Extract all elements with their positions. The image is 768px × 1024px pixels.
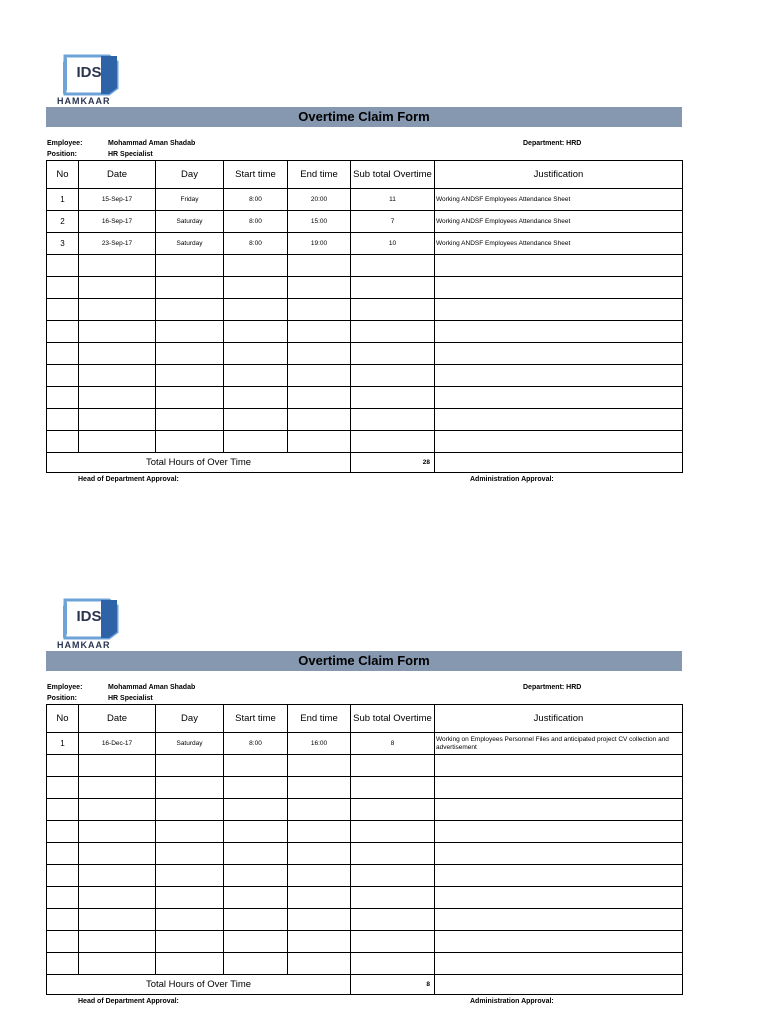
cell-end: [288, 343, 351, 365]
cell-day: [156, 887, 224, 909]
column-header: Day: [156, 161, 224, 189]
employee-label: Employee:: [47, 684, 83, 691]
cell-day: [156, 953, 224, 975]
cell-justification: [435, 387, 683, 409]
cell-day: [156, 409, 224, 431]
overtime-table: [46, 704, 683, 995]
cell-justification: Working ANDSF Employees Attendance Sheet: [435, 233, 683, 255]
cell-subtotal: [351, 365, 435, 387]
table-row: [47, 733, 683, 755]
cell-date: [79, 865, 156, 887]
employee-label: Employee:: [47, 140, 83, 147]
cell-day: [156, 843, 224, 865]
cell-start: [224, 821, 288, 843]
cell-date: [79, 321, 156, 343]
total-row: [47, 453, 683, 473]
column-header: Date: [79, 161, 156, 189]
employee-name: Mohammad Aman Shadab: [108, 684, 196, 691]
cell-justification: [435, 931, 683, 953]
cell-no: [47, 887, 79, 909]
cell-justification: [435, 799, 683, 821]
cell-start: 8:00: [224, 233, 288, 255]
cell-no: [47, 365, 79, 387]
cell-end: [288, 865, 351, 887]
table-row: [47, 953, 683, 975]
cell-day: [156, 865, 224, 887]
company-logo: [57, 52, 121, 108]
company-logo: [57, 596, 121, 652]
cell-start: 8:00: [224, 189, 288, 211]
cell-subtotal: [351, 409, 435, 431]
cell-subtotal: [351, 321, 435, 343]
form-title: Overtime Claim Form: [46, 651, 682, 671]
cell-start: [224, 343, 288, 365]
cell-date: [79, 931, 156, 953]
cell-end: [288, 799, 351, 821]
cell-end: [288, 777, 351, 799]
cell-date: [79, 255, 156, 277]
cell-start: [224, 755, 288, 777]
cell-end: [288, 431, 351, 453]
table-row: [47, 211, 683, 233]
total-label: Total Hours of Over Time: [47, 453, 351, 473]
cell-no: 1: [47, 733, 79, 755]
cell-no: [47, 299, 79, 321]
table-header: [47, 705, 683, 733]
cell-day: [156, 299, 224, 321]
logo-text: IDS: [76, 64, 102, 81]
cell-no: [47, 387, 79, 409]
column-header: End time: [288, 161, 351, 189]
cell-end: [288, 321, 351, 343]
cell-subtotal: 11: [351, 189, 435, 211]
cell-date: 16-Dec-17: [79, 733, 156, 755]
cell-start: 8:00: [224, 733, 288, 755]
position-label: Position:: [47, 695, 77, 702]
cell-date: 23-Sep-17: [79, 233, 156, 255]
cell-no: [47, 321, 79, 343]
cell-date: [79, 343, 156, 365]
cell-justification: [435, 777, 683, 799]
column-header: Justification: [435, 161, 683, 189]
column-header: No: [47, 161, 79, 189]
admin-approval: Administration Approval:: [470, 476, 554, 483]
cell-date: [79, 799, 156, 821]
cell-end: [288, 931, 351, 953]
column-header: No: [47, 705, 79, 733]
table-row: [47, 343, 683, 365]
table-row: [47, 931, 683, 953]
cell-day: Saturday: [156, 733, 224, 755]
cell-end: 15:00: [288, 211, 351, 233]
table-row: [47, 887, 683, 909]
cell-justification: [435, 887, 683, 909]
table-row: [47, 409, 683, 431]
cell-no: [47, 909, 79, 931]
total-empty: [435, 975, 683, 995]
cell-date: [79, 777, 156, 799]
cell-subtotal: [351, 755, 435, 777]
cell-justification: [435, 865, 683, 887]
cell-date: [79, 953, 156, 975]
position-label: Position:: [47, 151, 77, 158]
cell-date: [79, 387, 156, 409]
cell-start: [224, 365, 288, 387]
cell-no: [47, 931, 79, 953]
cell-no: 1: [47, 189, 79, 211]
cell-no: 2: [47, 211, 79, 233]
cell-end: [288, 909, 351, 931]
cell-justification: [435, 299, 683, 321]
cell-justification: [435, 343, 683, 365]
company-name: HAMKAAR: [57, 96, 111, 106]
department-label: Department: HRD: [523, 140, 582, 147]
cell-justification: [435, 755, 683, 777]
cell-start: [224, 909, 288, 931]
table-header: [47, 161, 683, 189]
cell-no: [47, 755, 79, 777]
company-name: HAMKAAR: [57, 640, 111, 650]
column-header: End time: [288, 705, 351, 733]
cell-subtotal: [351, 953, 435, 975]
column-header: Sub total Overtime: [351, 705, 435, 733]
cell-justification: [435, 909, 683, 931]
cell-subtotal: 8: [351, 733, 435, 755]
total-value: 28: [351, 453, 435, 473]
cell-start: [224, 953, 288, 975]
cell-justification: [435, 255, 683, 277]
cell-end: 19:00: [288, 233, 351, 255]
cell-date: [79, 909, 156, 931]
cell-end: 20:00: [288, 189, 351, 211]
cell-no: [47, 343, 79, 365]
cell-date: [79, 755, 156, 777]
total-row: [47, 975, 683, 995]
cell-subtotal: [351, 887, 435, 909]
table-row: [47, 431, 683, 453]
total-value: 8: [351, 975, 435, 995]
table-row: [47, 255, 683, 277]
cell-subtotal: [351, 431, 435, 453]
cell-start: [224, 799, 288, 821]
cell-justification: [435, 843, 683, 865]
cell-day: [156, 821, 224, 843]
cell-date: [79, 299, 156, 321]
cell-justification: [435, 321, 683, 343]
cell-no: [47, 409, 79, 431]
cell-no: [47, 431, 79, 453]
table-row: [47, 755, 683, 777]
column-header: Date: [79, 705, 156, 733]
column-header: Justification: [435, 705, 683, 733]
table-row: [47, 909, 683, 931]
table-row: [47, 365, 683, 387]
total-label: Total Hours of Over Time: [47, 975, 351, 995]
cell-no: 3: [47, 233, 79, 255]
cell-date: [79, 365, 156, 387]
cell-start: 8:00: [224, 211, 288, 233]
column-header: Start time: [224, 161, 288, 189]
cell-justification: [435, 365, 683, 387]
cell-subtotal: [351, 909, 435, 931]
cell-subtotal: [351, 865, 435, 887]
cell-date: [79, 821, 156, 843]
cell-end: [288, 409, 351, 431]
cell-date: [79, 431, 156, 453]
cell-end: [288, 843, 351, 865]
total-empty: [435, 453, 683, 473]
cell-start: [224, 887, 288, 909]
cell-date: [79, 843, 156, 865]
cell-end: [288, 821, 351, 843]
cell-subtotal: [351, 387, 435, 409]
cell-end: [288, 365, 351, 387]
cell-subtotal: 7: [351, 211, 435, 233]
cell-start: [224, 409, 288, 431]
table-row: [47, 299, 683, 321]
department-label: Department: HRD: [523, 684, 582, 691]
cell-no: [47, 843, 79, 865]
cell-start: [224, 865, 288, 887]
cell-no: [47, 865, 79, 887]
cell-date: [79, 409, 156, 431]
cell-start: [224, 777, 288, 799]
table-row: [47, 799, 683, 821]
cell-subtotal: [351, 777, 435, 799]
cell-start: [224, 255, 288, 277]
cell-date: [79, 887, 156, 909]
cell-day: Saturday: [156, 233, 224, 255]
cell-end: [288, 755, 351, 777]
cell-subtotal: [351, 843, 435, 865]
table-row: [47, 189, 683, 211]
cell-end: [288, 887, 351, 909]
cell-justification: Working on Employees Personnel Files and anticipated project CV collection and advertisement: [435, 733, 683, 755]
column-header: Start time: [224, 705, 288, 733]
hod-approval: Head of Department Approval:: [78, 476, 179, 483]
cell-no: [47, 799, 79, 821]
cell-end: 16:00: [288, 733, 351, 755]
cell-no: [47, 821, 79, 843]
cell-day: [156, 343, 224, 365]
cell-justification: Working ANDSF Employees Attendance Sheet: [435, 189, 683, 211]
cell-end: [288, 299, 351, 321]
cell-end: [288, 255, 351, 277]
cell-start: [224, 277, 288, 299]
cell-start: [224, 321, 288, 343]
cell-justification: Working ANDSF Employees Attendance Sheet: [435, 211, 683, 233]
cell-end: [288, 953, 351, 975]
cell-start: [224, 387, 288, 409]
cell-day: [156, 321, 224, 343]
employee-name: Mohammad Aman Shadab: [108, 140, 196, 147]
cell-day: [156, 755, 224, 777]
table-row: [47, 843, 683, 865]
cell-day: [156, 387, 224, 409]
cell-justification: [435, 277, 683, 299]
table-row: [47, 321, 683, 343]
admin-approval: Administration Approval:: [470, 998, 554, 1005]
cell-no: [47, 953, 79, 975]
form-title: Overtime Claim Form: [46, 107, 682, 127]
cell-start: [224, 931, 288, 953]
cell-subtotal: [351, 931, 435, 953]
cell-date: 16-Sep-17: [79, 211, 156, 233]
cell-day: [156, 931, 224, 953]
cell-day: [156, 431, 224, 453]
cell-date: [79, 277, 156, 299]
cell-justification: [435, 953, 683, 975]
table-row: [47, 865, 683, 887]
position-value: HR Specialist: [108, 695, 153, 702]
cell-subtotal: [351, 799, 435, 821]
column-header: Day: [156, 705, 224, 733]
cell-justification: [435, 431, 683, 453]
cell-start: [224, 299, 288, 321]
overtime-table: [46, 160, 683, 473]
cell-day: [156, 909, 224, 931]
hod-approval: Head of Department Approval:: [78, 998, 179, 1005]
cell-end: [288, 277, 351, 299]
cell-justification: [435, 821, 683, 843]
logo-text: IDS: [76, 608, 102, 625]
cell-day: [156, 365, 224, 387]
cell-day: [156, 777, 224, 799]
cell-day: Saturday: [156, 211, 224, 233]
table-row: [47, 777, 683, 799]
cell-end: [288, 387, 351, 409]
cell-no: [47, 255, 79, 277]
table-row: [47, 821, 683, 843]
position-value: HR Specialist: [108, 151, 153, 158]
cell-day: [156, 277, 224, 299]
cell-subtotal: [351, 255, 435, 277]
column-header: Sub total Overtime: [351, 161, 435, 189]
cell-subtotal: [351, 277, 435, 299]
cell-start: [224, 431, 288, 453]
cell-day: Friday: [156, 189, 224, 211]
cell-day: [156, 255, 224, 277]
cell-no: [47, 777, 79, 799]
cell-subtotal: [351, 299, 435, 321]
cell-day: [156, 799, 224, 821]
table-row: [47, 387, 683, 409]
table-row: [47, 277, 683, 299]
cell-subtotal: [351, 821, 435, 843]
cell-subtotal: 10: [351, 233, 435, 255]
cell-no: [47, 277, 79, 299]
cell-start: [224, 843, 288, 865]
cell-date: 15-Sep-17: [79, 189, 156, 211]
table-row: [47, 233, 683, 255]
cell-subtotal: [351, 343, 435, 365]
cell-justification: [435, 409, 683, 431]
